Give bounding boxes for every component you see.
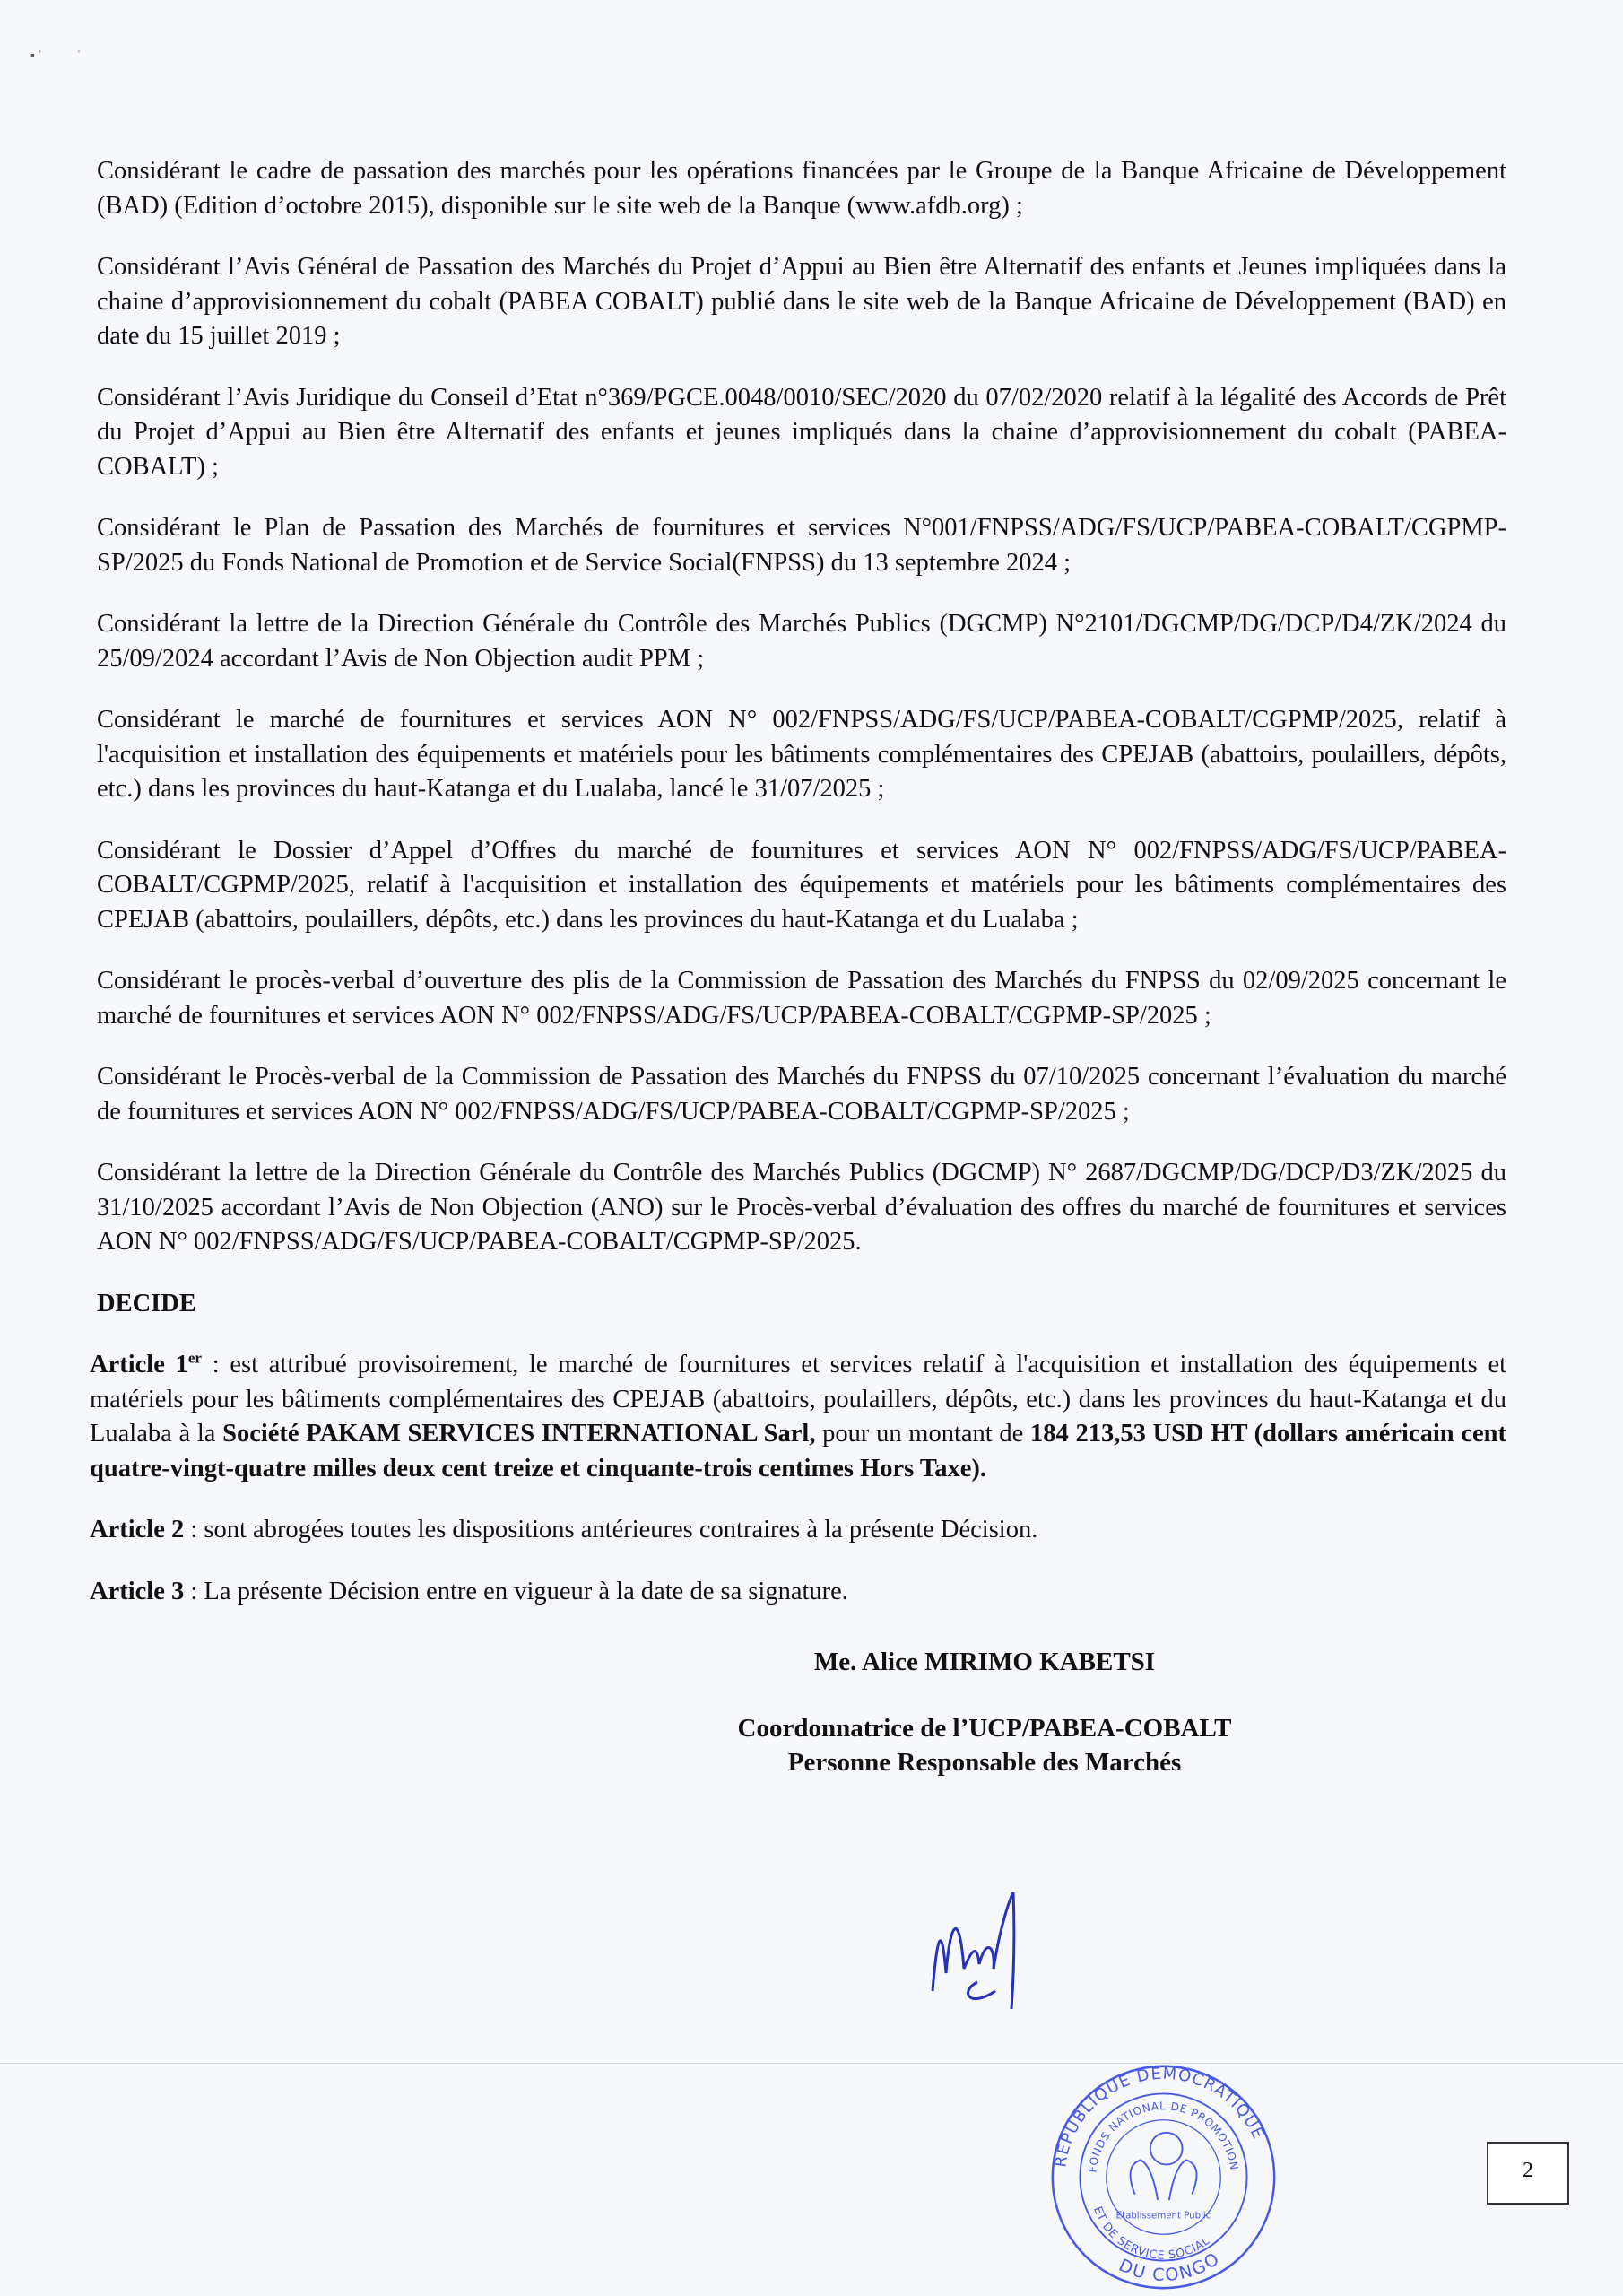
official-stamp (1049, 2063, 1278, 2292)
stamp-outer-top-text: REPUBLIQUE DEMOCRATIQUE (1051, 2064, 1269, 2169)
considerant-paragraph: Considérant le Procès-verbal de la Commission de Passation des Marchés du FNPSS du 07/10/2025 concernant l’évaluation du marché de fournitures et services AON N° 002/FNPSS/ADG/FS/UCP/PABEA-COBALT/CGPMP-SP/2025 ; (97, 1063, 1506, 1126)
scan-fold-line (0, 2063, 1623, 2064)
considerant-paragraph: Considérant l’Avis Général de Passation des Marchés du Projet d’Appui au Bien être Alternatif des enfants et Jeunes impliquées dans la chaine d’approvisionnement du cobalt (PABEA COBALT) publié dans le site web de la Banque Africaine de Développement (BAD) en date du 15 juillet 2019 ; (97, 253, 1506, 350)
considerant-paragraph: Considérant le marché de fournitures et services AON N° 002/FNPSS/ADG/FS/UCP/PABEA-COBALT/CGPMP/2025, relatif à l'acquisition et installation des équipements et matériels pour les bâtiments complémentaires des CPEJAB (abattoirs, poulaillers, dépôts, etc.) dans les provinces du haut-Katanga et du Lualaba, lancé le 31/07/2025 ; (97, 706, 1506, 803)
considerant-paragraph: Considérant l’Avis Juridique du Conseil d’Etat n°369/PGCE.0048/0010/SEC/2020 du 07/02/2020 relatif à la légalité des Accords de Prêt du Projet d’Appui au Bien être Alternatif des enfants et jeunes impliqués dans la chaine d’approvisionnement du cobalt (PABEA- COBALT) ; (97, 383, 1506, 481)
signatory-title: Coordonnatrice de l’UCP/PABEA-COBALT (737, 1714, 1232, 1743)
considerant-paragraph: Considérant la lettre de la Direction Générale du Contrôle des Marchés Publics (DGCMP) N°2101/DGCMP/DG/DCP/D4/ZK/2024 du 25/09/2024 accordant l’Avis de Non Objection audit PPM ; (97, 610, 1506, 673)
considerant-paragraph: Considérant le Plan de Passation des Marchés de fournitures et services N°001/FNPSS/ADG/FS/UCP/PABEA-COBALT/CGPMP-SP/2025 du Fonds National de Promotion et de Service Social(FNPSS) du 13 septembre 2024 ; (97, 514, 1506, 577)
article-1-label: Article 1er (90, 1349, 202, 1378)
considerant-paragraph: Considérant la lettre de la Direction Générale du Contrôle des Marchés Publics (DGCMP) N° 2687/DGCMP/DG/DCP/D3/ZK/2025 du 31/10/2025 accordant l’Avis de Non Objection (ANO) sur le Procès-verbal d’évaluation des offres du marché de fournitures et services AON N° 002/FNPSS/ADG/FS/UCP/PABEA-COBALT/CGPMP-SP/2025. (97, 1159, 1506, 1256)
contract-amount: 184 213,53 USD HT (dollars américain cent quatre-vingt-quatre milles deux cent treize et cinquante-trois centimes Hors Taxe). (90, 1420, 1506, 1483)
considerant-paragraph: Considérant le Dossier d’Appel d’Offres du marché de fournitures et services AON N° 002/FNPSS/ADG/FS/UCP/PABEA-COBALT/CGPMP/2025, relatif à l'acquisition et installation des équipements et matériels pour les bâtiments complémentaires des CPEJAB (abattoirs, poulaillers, dépôts, etc.) dans les provinces du haut-Katanga et du Lualaba ; (97, 836, 1506, 934)
signatory-name: Me. Alice MIRIMO KABETSI (813, 1648, 1156, 1676)
page-number: 2 (1487, 2142, 1569, 2205)
considerant-paragraph: Considérant le cadre de passation des marchés pour les opérations financées par le Groupe de la Banque Africaine de Développement (BAD) (Edition d’octobre 2015), disponible sur le site web de la Banque (www.afdb.org) ; (97, 157, 1506, 220)
article-3: Article 3 : La présente Décision entre en vigueur à la date de sa signature. (90, 1577, 848, 1605)
article-1: Article 1er : est attribué provisoirement, le marché de fournitures et services relatif à l'acquisition et installation des équipements et matériels pour les bâtiments complémentaires des CPEJAB (abattoirs, poulaillers, dépôts, etc.) dans les provinces du haut-Katanga et du Lualaba à la Société PAKAM SERVICES INTERNATIONAL Sarl, pour un montant de 184 213,53 USD HT (dollars américain cent quatre-vingt-quatre milles deux cent treize et cinquante-trois centimes Hors Taxe). (90, 1349, 1507, 1483)
signatory-role: Personne Responsable des Marchés (787, 1748, 1182, 1777)
svg-text:FONDS NATIONAL DE PROMOTION (1086, 2100, 1240, 2173)
stamp-outer-bottom-text: DU CONGO (1115, 2248, 1225, 2286)
signature-block (716, 1645, 1254, 1779)
considerant-paragraph: Considérant le procès-verbal d’ouverture des plis de la Commission de Passation des Marchés du FNPSS du 02/09/2025 concernant le marché de fournitures et services AON N° 002/FNPSS/ADG/FS/UCP/PABEA-COBALT/CGPMP-SP/2025 ; (97, 967, 1506, 1030)
decide-heading: DECIDE (97, 1289, 196, 1318)
scan-marks: ▪ ˈ ˈ (30, 49, 82, 63)
handwritten-signature (924, 1883, 1040, 2018)
document-body (90, 154, 1507, 1779)
stamp-inner-bottom-text: ET DE SERVICE SOCIAL (1090, 2205, 1213, 2263)
awarded-company: Société PAKAM SERVICES INTERNATIONAL Sarl, (222, 1420, 816, 1448)
stamp-center-text: Etablissement Public (1115, 2211, 1211, 2222)
article-2: Article 2 : sont abrogées toutes les dispositions antérieures contraires à la présente Décision. (90, 1516, 1038, 1544)
stamp-inner-top-text: FONDS NATIONAL DE PROMOTION (1086, 2100, 1241, 2174)
